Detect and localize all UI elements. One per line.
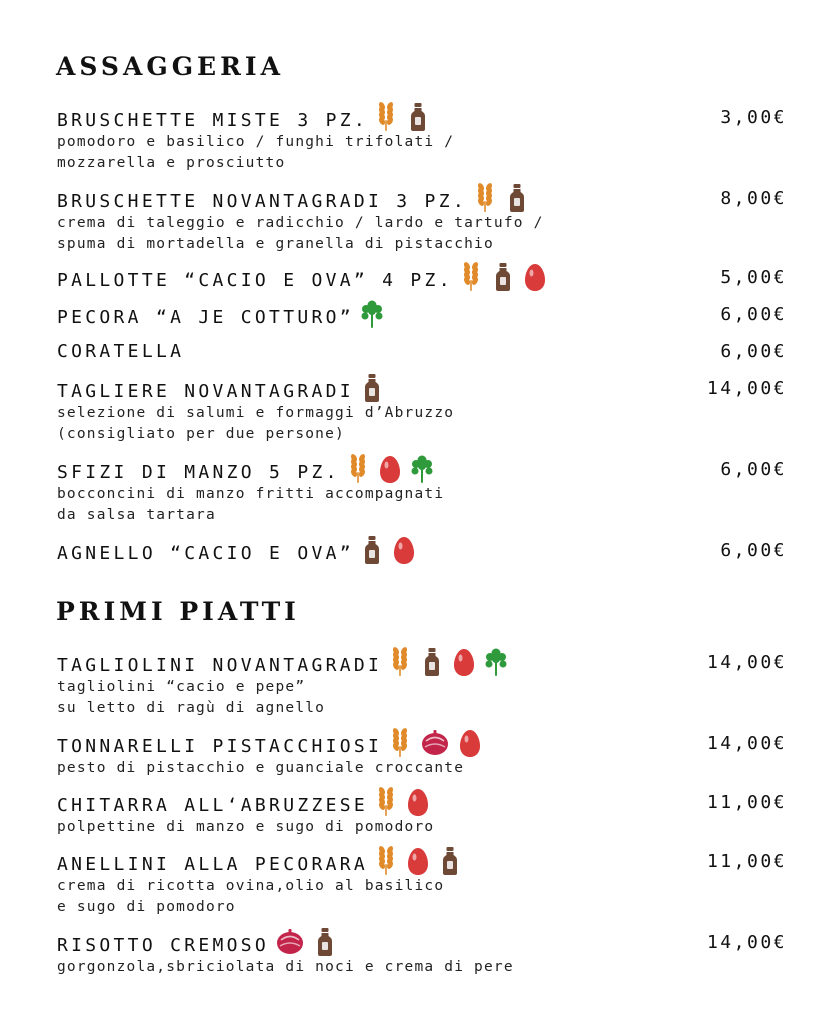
nut-icon xyxy=(275,927,305,957)
menu-item-risotto-cremoso xyxy=(57,931,787,978)
item-price: 14,00€ xyxy=(706,378,787,399)
item-price: 3,00€ xyxy=(720,107,787,128)
item-description-line: selezione di salumi e formaggi d’Abruzzo xyxy=(57,405,455,421)
menu-item-tonnarelli-pistacchiosi xyxy=(57,732,787,779)
section-title-assaggeria: ASSAGGERIA xyxy=(56,52,284,81)
item-description-line: crema di taleggio e radicchio / lardo e tartufo / xyxy=(57,215,544,231)
item-price: 6,00€ xyxy=(720,341,787,362)
item-name: AGNELLO “CACIO E OVA” xyxy=(57,543,354,564)
menu-item-agnello-cacio-e-ova xyxy=(57,539,787,565)
item-price: 14,00€ xyxy=(706,733,787,754)
egg-icon xyxy=(406,846,430,876)
wheat-icon xyxy=(346,454,370,484)
item-description-line: (consigliato per due persone) xyxy=(57,426,345,442)
wheat-icon xyxy=(388,728,412,758)
item-name: TONNARELLI PISTACCHIOSI xyxy=(57,736,383,757)
milk-bottle-icon xyxy=(360,373,384,403)
item-name: PALLOTTE “CACIO E OVA” 4 PZ. xyxy=(57,270,453,291)
item-description-line: da salsa tartara xyxy=(57,507,216,523)
milk-bottle-icon xyxy=(491,262,515,292)
menu-item-anellini-pecorara xyxy=(57,850,787,918)
egg-icon xyxy=(523,262,547,292)
item-description-line: bocconcini di manzo fritti accompagnati xyxy=(57,486,445,502)
item-description-line: polpettine di manzo e sugo di pomodoro xyxy=(57,819,435,835)
menu-item-coratella xyxy=(57,340,787,366)
menu-item-sfizi-di-manzo xyxy=(57,458,787,526)
item-price: 6,00€ xyxy=(720,304,787,325)
wheat-icon xyxy=(459,262,483,292)
egg-icon xyxy=(378,454,402,484)
item-name: CORATELLA xyxy=(57,341,185,362)
menu-item-tagliere-novantagradi xyxy=(57,377,787,445)
milk-bottle-icon xyxy=(438,846,462,876)
item-name: BRUSCHETTE MISTE 3 PZ. xyxy=(57,110,369,131)
menu-item-bruschette-miste xyxy=(57,106,787,174)
item-description-line: mozzarella e prosciutto xyxy=(57,155,286,171)
item-name: SFIZI DI MANZO 5 PZ. xyxy=(57,462,340,483)
item-name: TAGLIOLINI NOVANTAGRADI xyxy=(57,655,383,676)
menu-item-pallotte-cacio-e-ova xyxy=(57,266,787,292)
item-price: 14,00€ xyxy=(706,652,787,673)
celery-icon xyxy=(484,647,508,677)
nut-icon xyxy=(420,728,450,758)
wheat-icon xyxy=(388,647,412,677)
item-price: 11,00€ xyxy=(706,792,787,813)
item-description-line: crema di ricotta ovina,olio al basilico xyxy=(57,878,445,894)
egg-icon xyxy=(452,647,476,677)
item-description-line: tagliolini “cacio e pepe” xyxy=(57,679,306,695)
item-price: 5,00€ xyxy=(720,267,787,288)
milk-bottle-icon xyxy=(505,183,529,213)
wheat-icon xyxy=(473,183,497,213)
item-description-line: spuma di mortadella e granella di pistacchio xyxy=(57,236,494,252)
item-price: 8,00€ xyxy=(720,188,787,209)
egg-icon xyxy=(392,535,416,565)
milk-bottle-icon xyxy=(420,647,444,677)
item-description-line: gorgonzola,sbriciolata di noci e crema di pere xyxy=(57,959,514,975)
item-name: TAGLIERE NOVANTAGRADI xyxy=(57,381,354,402)
item-name: ANELLINI ALLA PECORARA xyxy=(57,854,369,875)
wheat-icon xyxy=(374,846,398,876)
wheat-icon xyxy=(374,102,398,132)
egg-icon xyxy=(458,728,482,758)
milk-bottle-icon xyxy=(406,102,430,132)
item-name: PECORA “A JE COTTURO” xyxy=(57,307,354,328)
item-description-line: pomodoro e basilico / funghi trifolati / xyxy=(57,134,455,150)
section-title-primi-piatti: PRIMI PIATTI xyxy=(56,597,300,626)
item-price: 6,00€ xyxy=(720,540,787,561)
item-description-line: su letto di ragù di agnello xyxy=(57,700,326,716)
item-price: 14,00€ xyxy=(706,932,787,953)
item-price: 6,00€ xyxy=(720,459,787,480)
menu-item-tagliolini-novantagradi xyxy=(57,651,787,719)
item-name: BRUSCHETTE NOVANTAGRADI 3 PZ. xyxy=(57,191,467,212)
item-description-line: pesto di pistacchio e guanciale croccante xyxy=(57,760,465,776)
milk-bottle-icon xyxy=(360,535,384,565)
celery-icon xyxy=(410,454,434,484)
item-description-line: e sugo di pomodoro xyxy=(57,899,236,915)
wheat-icon xyxy=(374,787,398,817)
menu-item-pecora xyxy=(57,303,787,329)
menu-item-chitarra-abruzzese xyxy=(57,791,787,838)
milk-bottle-icon xyxy=(313,927,337,957)
item-name: CHITARRA ALL‘ABRUZZESE xyxy=(57,795,369,816)
item-price: 11,00€ xyxy=(706,851,787,872)
item-name: RISOTTO CREMOSO xyxy=(57,935,270,956)
menu-item-bruschette-novantagradi xyxy=(57,187,787,255)
egg-icon xyxy=(406,787,430,817)
celery-icon xyxy=(360,299,384,329)
